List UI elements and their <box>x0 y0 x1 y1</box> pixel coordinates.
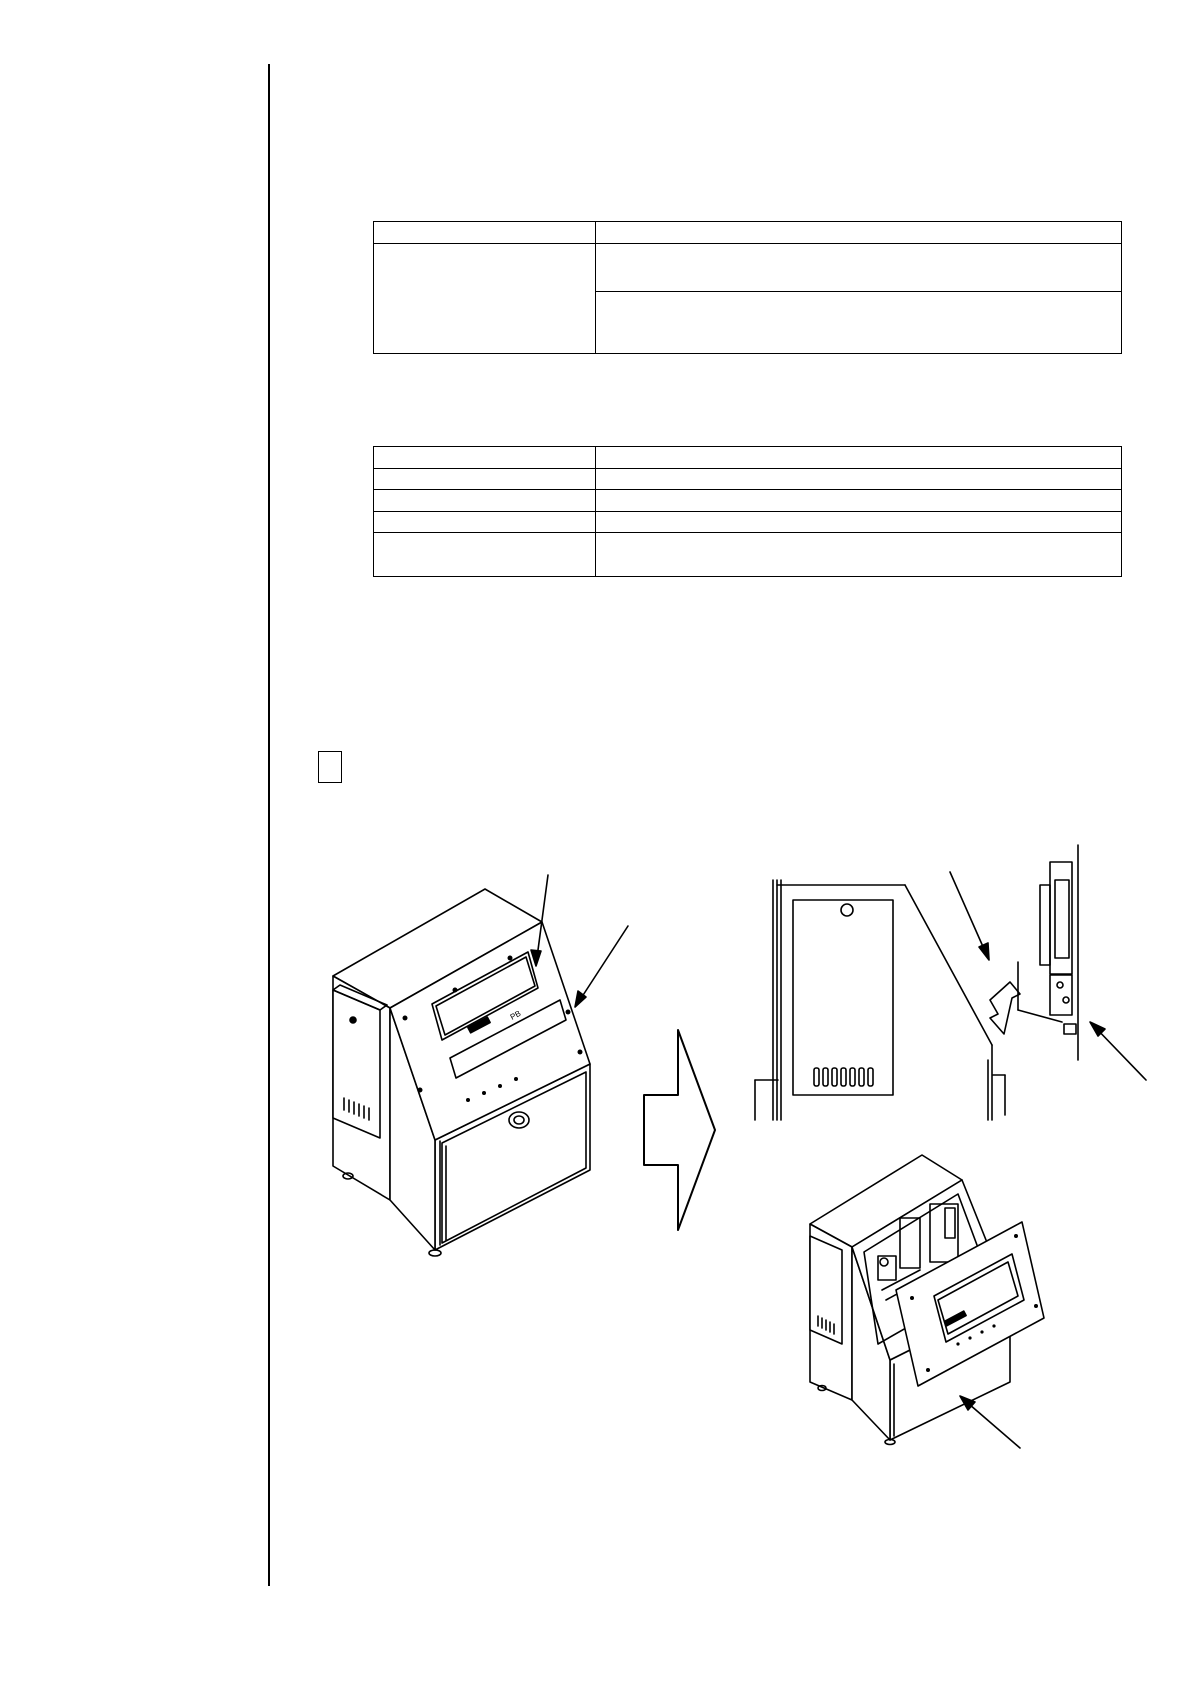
movement-arrow-icon <box>990 982 1020 1034</box>
printer-unit-open <box>810 1155 1044 1448</box>
printer-unit-side-view <box>755 872 1020 1120</box>
model-label: PB <box>508 1008 523 1022</box>
right-block-arrow-icon <box>644 1030 715 1230</box>
hinge-detail-view <box>1018 845 1146 1080</box>
vent-slots-icon <box>814 1068 873 1086</box>
printer-unit-closed <box>333 875 628 1256</box>
